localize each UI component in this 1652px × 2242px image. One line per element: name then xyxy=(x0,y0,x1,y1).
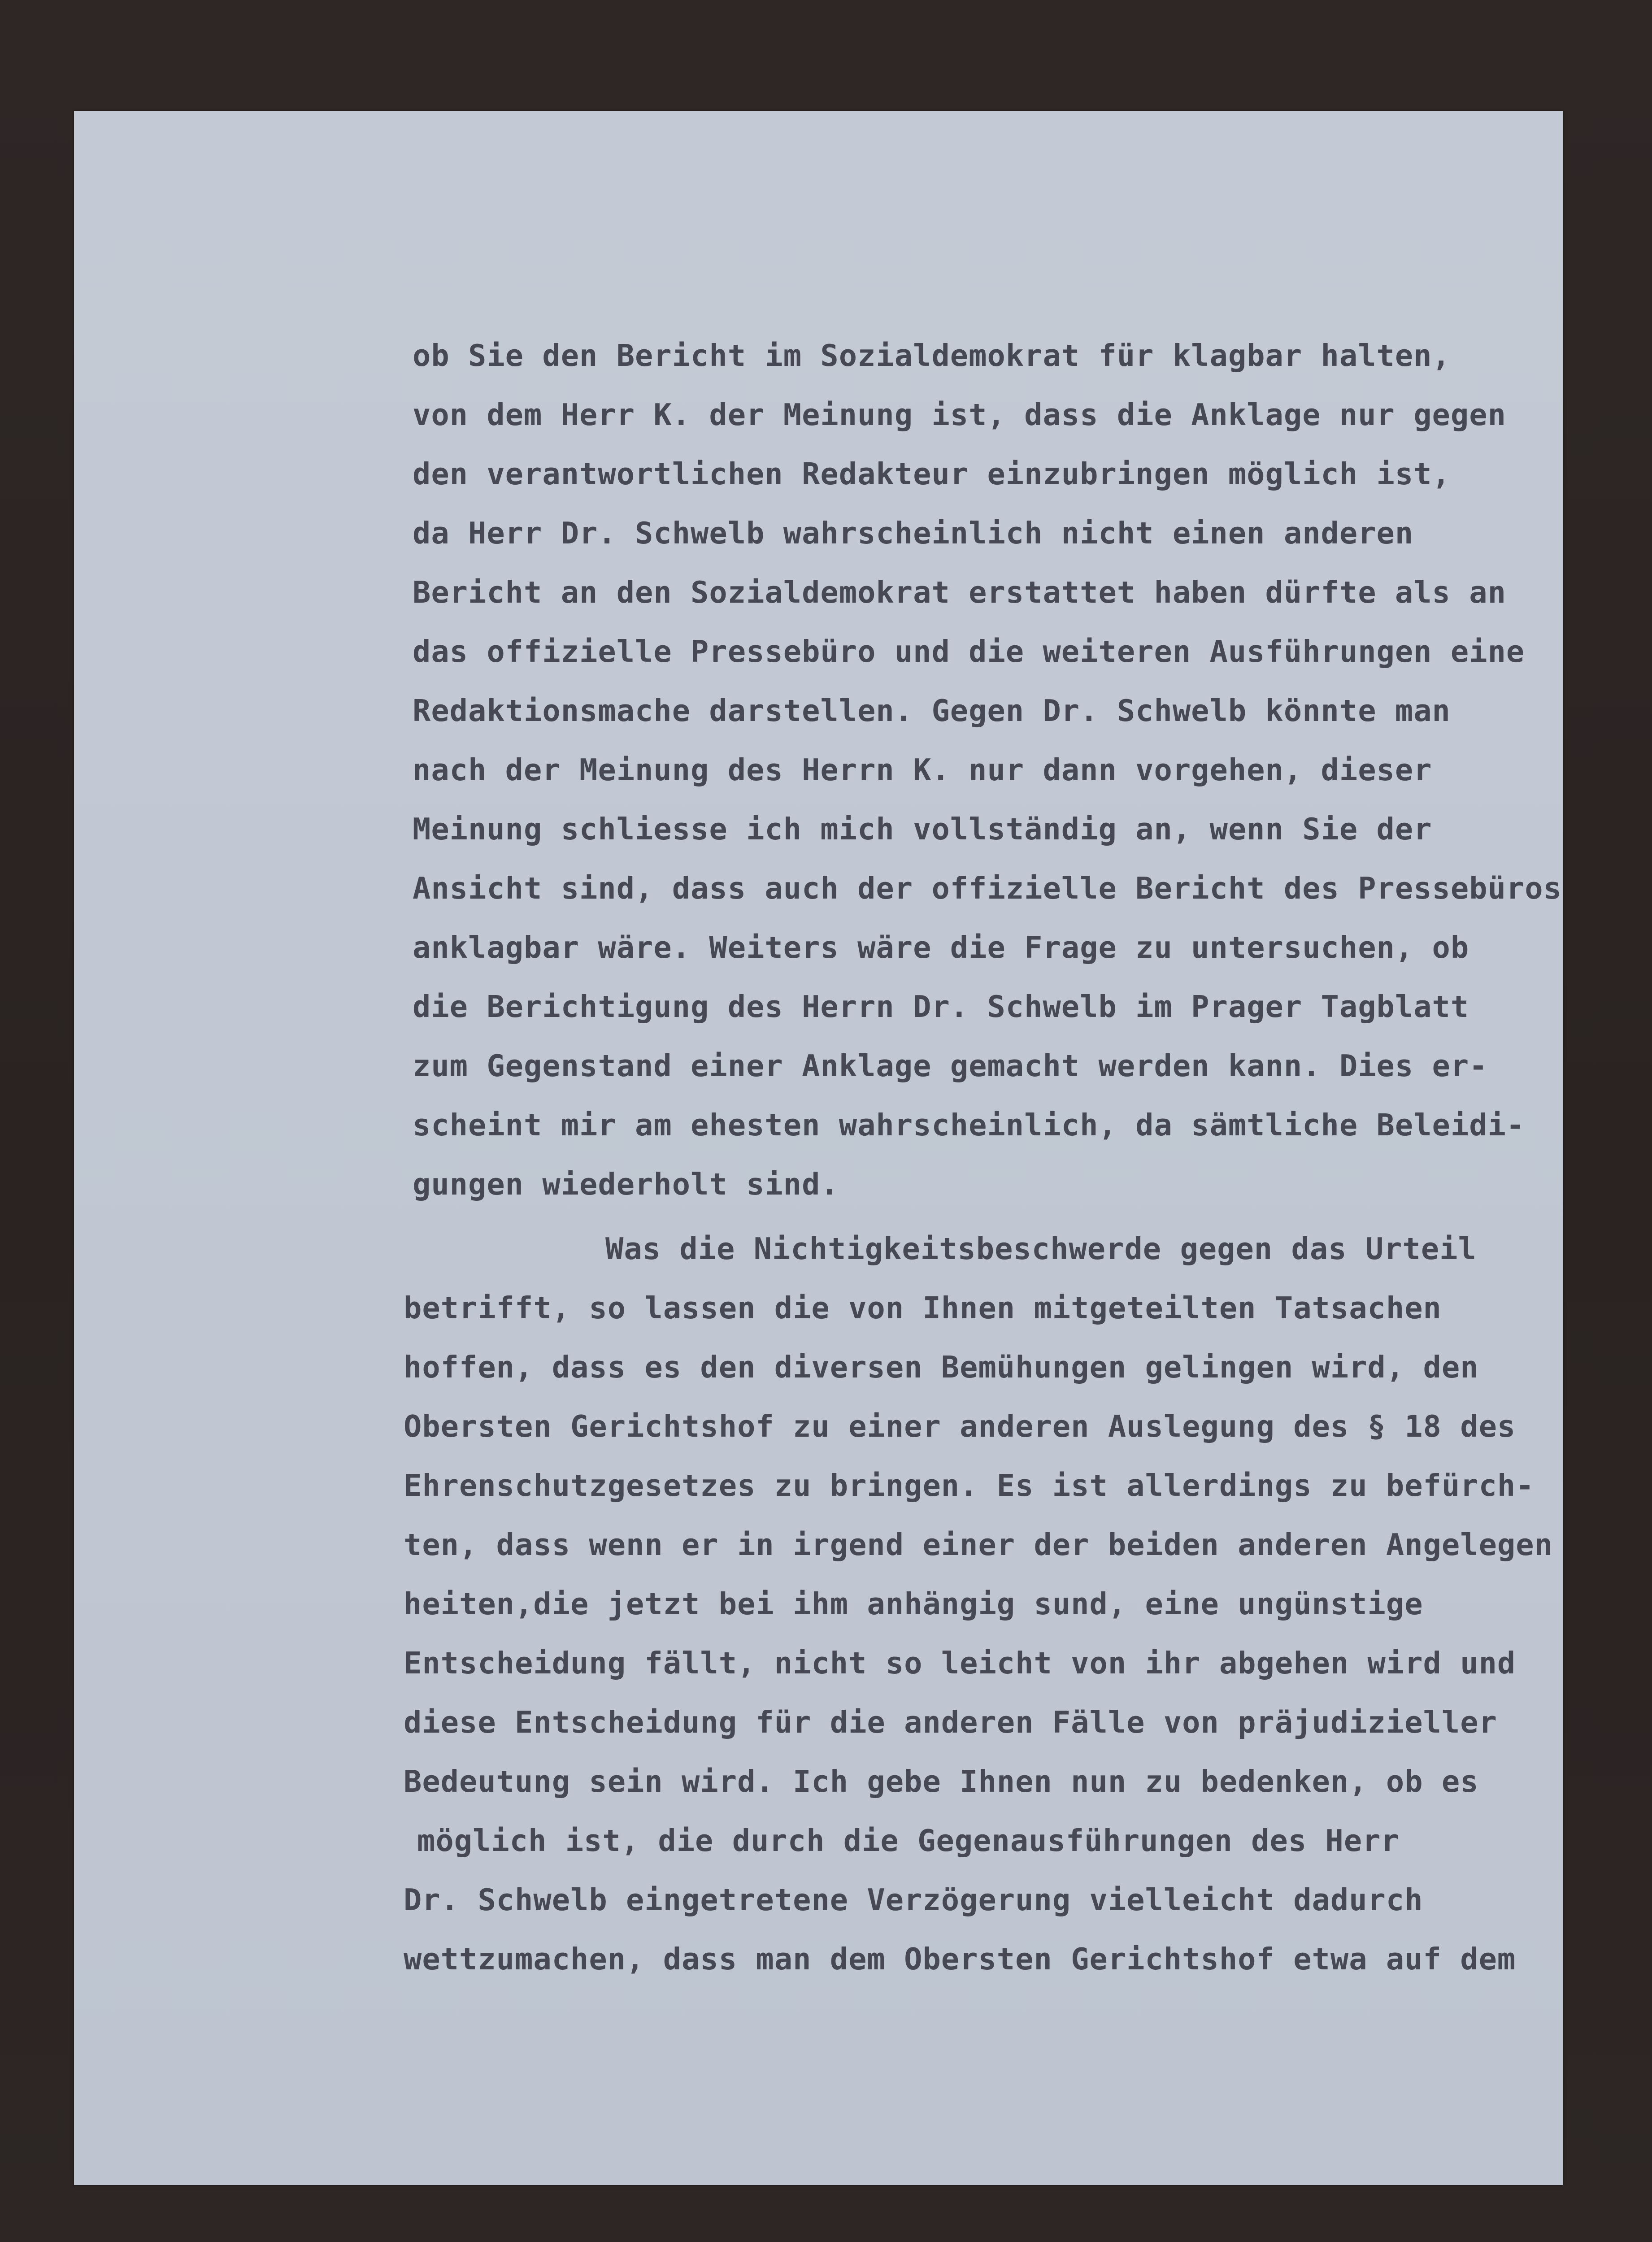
paragraph-first-line: Was die Nichtigkeitsbeschwerde gegen das Urteil xyxy=(605,1231,1477,1266)
text-line: Ansicht sind, dass auch der offizielle Bericht des Pressebüros xyxy=(413,871,1562,906)
text-line: von dem Herr K. der Meinung ist, dass die Anklage nur gegen xyxy=(413,397,1506,432)
text-line: da Herr Dr. Schwelb wahrscheinlich nicht einen anderen xyxy=(413,516,1414,551)
text-line: nach der Meinung des Herrn K. nur dann vorgehen, dieser xyxy=(413,752,1432,787)
text-line: Obersten Gerichtshof zu einer anderen Auslegung des § 18 des xyxy=(404,1409,1516,1444)
text-line: Redaktionsmache darstellen. Gegen Dr. Schwelb könnte man xyxy=(413,693,1451,728)
text-line: Meinung schliesse ich mich vollständig an, wenn Sie der xyxy=(413,812,1432,847)
text-line: hoffen, dass es den diversen Bemühungen gelingen wird, den xyxy=(404,1350,1479,1385)
text-line: Dr. Schwelb eingetretene Verzögerung vielleicht dadurch xyxy=(404,1882,1423,1917)
text-line: die Berichtigung des Herrn Dr. Schwelb im Prager Tagblatt xyxy=(413,989,1469,1024)
text-line: wettzumachen, dass man dem Obersten Gerichtshof etwa auf dem xyxy=(404,1942,1516,1977)
text-line: möglich ist, die durch die Gegenausführungen des Herr xyxy=(417,1823,1400,1858)
text-line: heiten,die jetzt bei ihm anhängig sund, eine ungünstige xyxy=(404,1586,1423,1621)
text-line: zum Gegenstand einer Anklage gemacht werden kann. Dies er- xyxy=(413,1048,1488,1083)
text-line: anklagbar wäre. Weiters wäre die Frage zu untersuchen, ob xyxy=(413,930,1469,965)
text-line: Ehrenschutzgesetzes zu bringen. Es ist allerdings zu befürch- xyxy=(404,1468,1535,1503)
text-line: ten, dass wenn er in irgend einer der beiden anderen Angelegen xyxy=(404,1527,1553,1562)
text-line: Bedeutung sein wird. Ich gebe Ihnen nun zu bedenken, ob es xyxy=(404,1764,1479,1799)
text-line: diese Entscheidung für die anderen Fälle von präjudizieller xyxy=(404,1705,1497,1740)
text-line: ob Sie den Bericht im Sozialdemokrat für klagbar halten, xyxy=(413,338,1451,373)
text-line: den verantwortlichen Redakteur einzubringen möglich ist, xyxy=(413,456,1451,491)
text-line: Entscheidung fällt, nicht so leicht von ihr abgehen wird und xyxy=(404,1646,1516,1681)
text-line: scheint mir am ehesten wahrscheinlich, da sämtliche Beleidi- xyxy=(413,1108,1525,1143)
text-line: das offizielle Pressebüro und die weiteren Ausführungen eine xyxy=(413,634,1525,669)
text-line: gungen wiederholt sind. xyxy=(413,1167,839,1202)
text-line: Bericht an den Sozialdemokrat erstattet haben dürfte als an xyxy=(413,575,1506,610)
text-line: betrifft, so lassen die von Ihnen mitgeteilten Tatsachen xyxy=(404,1290,1442,1325)
